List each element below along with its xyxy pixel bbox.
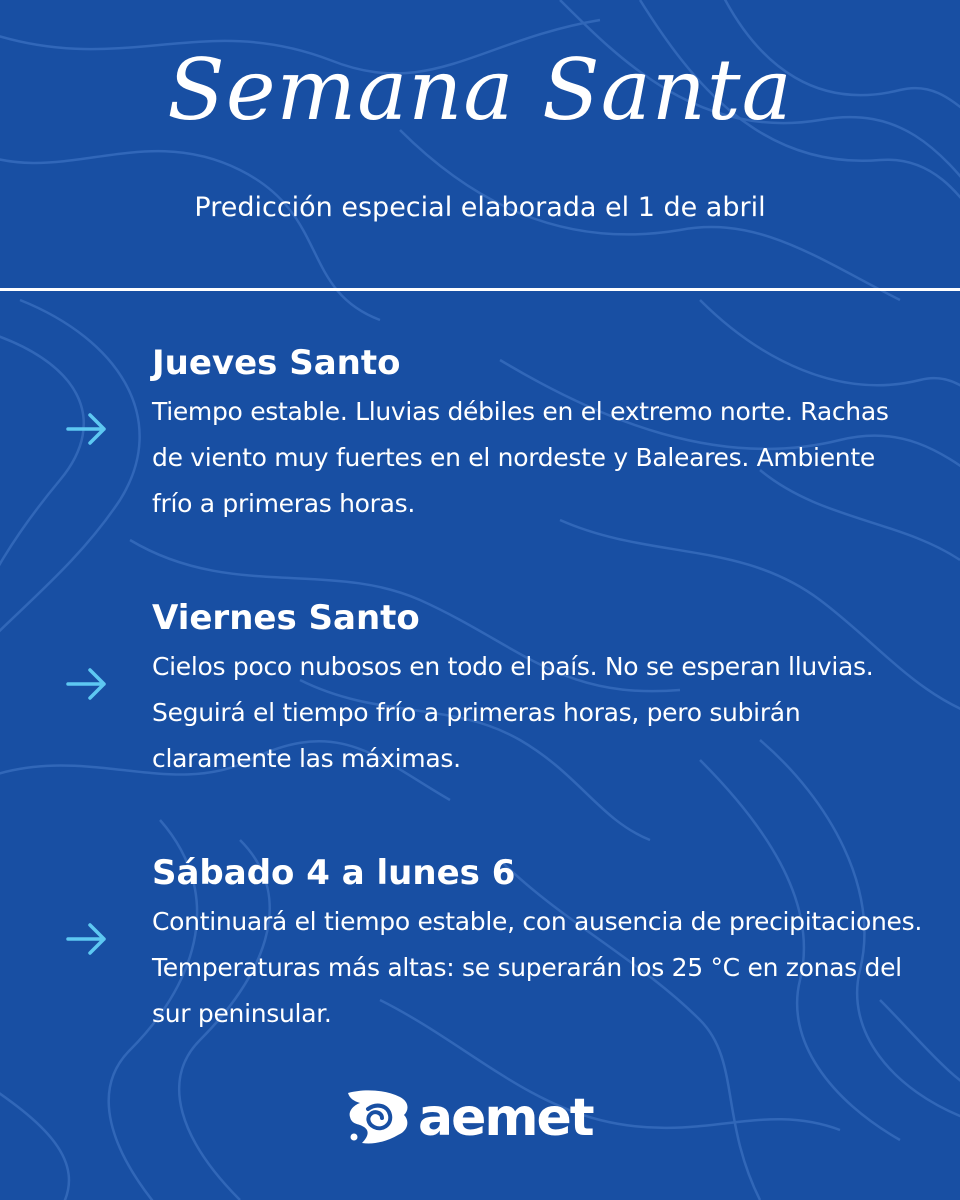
- header-divider: [0, 288, 960, 291]
- section-text: Tiempo estable. Lluvias débiles en el extremo norte. Rachas de viento muy fuertes en el nordeste y Baleares. Ambiente frío a primeras horas.: [152, 396, 889, 518]
- section-jueves-santo: [152, 342, 922, 527]
- aemet-logo: [344, 1088, 593, 1148]
- arrow-right-icon: [66, 412, 108, 446]
- aemet-logo-icon: [344, 1087, 412, 1149]
- arrow-right-icon: [66, 922, 108, 956]
- section-title: Viernes Santo: [152, 598, 420, 638]
- section-text: Cielos poco nubosos en todo el país. No se esperan lluvias. Seguirá el tiempo frío a primeras horas, pero subirán claramente las máximas.: [152, 651, 874, 773]
- section-text: Continuará el tiempo estable, con ausencia de precipitaciones. Temperaturas más altas: se superarán los 25 °C en zonas del sur peninsular.: [152, 906, 922, 1028]
- logo-wordmark: aemet: [418, 1088, 593, 1148]
- page-title: Semana Santa: [167, 41, 793, 139]
- section-sabado-lunes: [152, 852, 922, 1037]
- section-title: Jueves Santo: [152, 343, 401, 383]
- section-title: Sábado 4 a lunes 6: [152, 853, 516, 893]
- section-viernes-santo: [152, 597, 922, 782]
- page-subtitle: Predicción especial elaborada el 1 de abril: [194, 192, 766, 223]
- arrow-right-icon: [66, 667, 108, 701]
